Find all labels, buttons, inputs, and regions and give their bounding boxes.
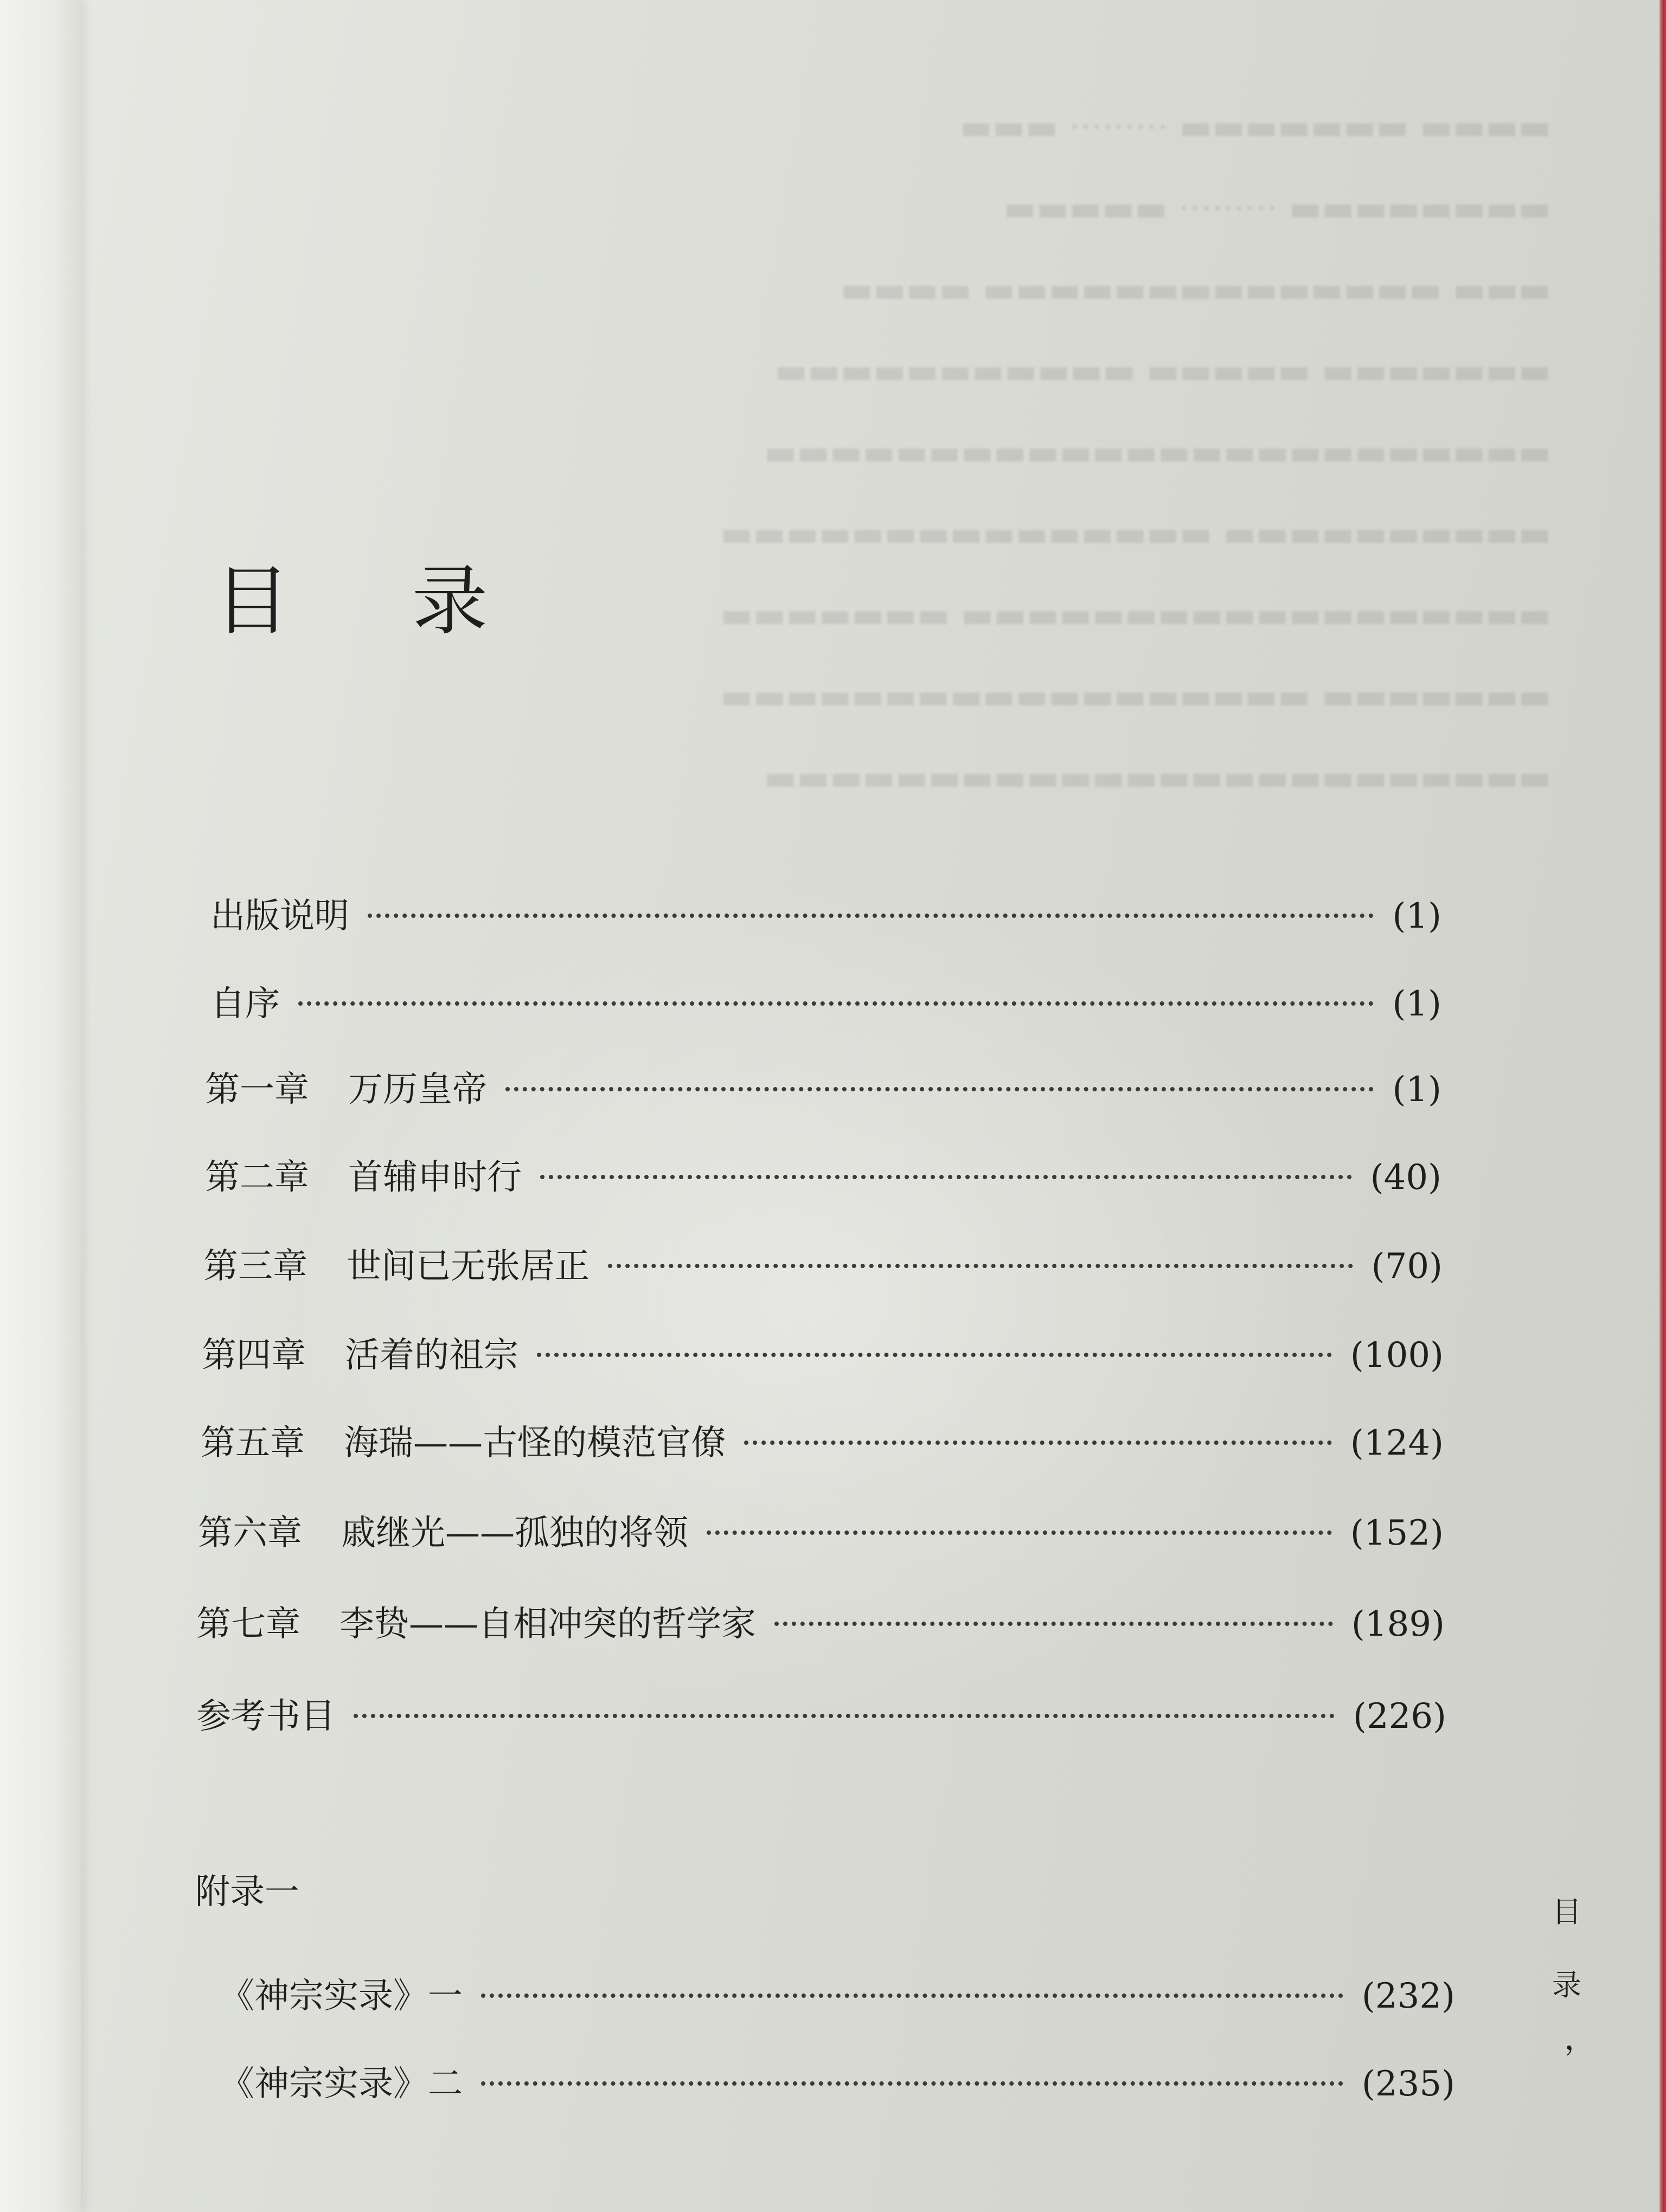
toc-entry-page: (1) bbox=[1392, 1070, 1441, 1110]
chapter-title: 戚继光——孤独的将领 bbox=[341, 1513, 688, 1553]
red-cover-edge bbox=[1659, 0, 1666, 2212]
dot-leader bbox=[481, 2081, 1343, 2086]
appendix-entry[interactable] bbox=[220, 2057, 1455, 2111]
toc-entry-label bbox=[210, 889, 349, 943]
toc-entry[interactable] bbox=[210, 977, 1441, 1031]
dot-leader bbox=[774, 1622, 1333, 1626]
running-header-char: 录 bbox=[1552, 1968, 1581, 2002]
toc-entry-page: (1) bbox=[1392, 896, 1441, 936]
dot-leader bbox=[298, 1001, 1374, 1006]
toc-entry[interactable] bbox=[198, 1506, 1444, 1560]
toc-entry-label bbox=[201, 1416, 726, 1470]
dot-leader bbox=[707, 1531, 1332, 1535]
dot-leader bbox=[481, 1994, 1343, 1998]
toc-entry[interactable] bbox=[196, 1689, 1446, 1744]
toc-entry-name: 出版说明 bbox=[210, 896, 349, 936]
chapter-number: 第一章 bbox=[205, 1070, 309, 1110]
toc-entry[interactable] bbox=[205, 1063, 1441, 1117]
toc-entry-name: 参考书目 bbox=[196, 1696, 335, 1737]
toc-entry-page: (189) bbox=[1351, 1604, 1445, 1644]
bleed-through-text: ▬▬▬▬ ▬▬▬▬▬▬▬ ········· ▬▬▬ ▬▬▬▬▬▬▬▬ ········· ▬▬▬▬▬ ▬▬▬ ▬▬▬▬▬▬▬▬▬▬▬▬▬▬ ▬▬▬▬ ▬▬▬▬▬▬▬ ▬▬▬▬▬ ▬▬▬▬▬▬▬▬▬▬▬ ▬▬▬▬▬▬▬▬▬▬▬▬▬▬▬▬▬▬▬▬▬▬▬▬ ▬▬▬▬▬▬▬▬▬▬ ▬▬▬▬▬▬▬▬▬▬▬▬▬▬▬ ▬▬▬▬▬▬▬▬▬▬▬▬▬▬▬▬▬▬ ▬▬▬▬▬▬▬ ▬▬▬▬▬▬▬ ▬▬▬▬▬▬▬▬▬▬▬▬▬▬▬▬▬▬ ▬▬▬▬▬▬▬▬▬▬▬▬▬▬▬▬▬▬▬▬▬▬▬▬ bbox=[720, 107, 1551, 798]
toc-entry[interactable] bbox=[202, 1328, 1444, 1382]
dot-leader bbox=[540, 1175, 1352, 1179]
chapter-number: 第五章 bbox=[201, 1423, 305, 1463]
toc-entry[interactable] bbox=[196, 1597, 1445, 1651]
toc-entry[interactable] bbox=[205, 1150, 1441, 1205]
chapter-number: 第六章 bbox=[198, 1513, 302, 1553]
toc-entry-label bbox=[205, 1150, 522, 1205]
chapter-title: 世间已无张居正 bbox=[347, 1246, 589, 1287]
toc-entry[interactable] bbox=[210, 889, 1441, 943]
toc-entry-page: (124) bbox=[1350, 1423, 1444, 1463]
toc-entry-label bbox=[203, 1239, 589, 1294]
running-header-char: 目 bbox=[1552, 1895, 1581, 1929]
left-page-edge bbox=[0, 0, 81, 2212]
chapter-title: 万历皇帝 bbox=[348, 1070, 487, 1110]
toc-entry-page: (226) bbox=[1353, 1696, 1446, 1737]
page-title: 目 录 bbox=[214, 557, 537, 646]
toc-entry-page: (40) bbox=[1370, 1158, 1441, 1198]
chapter-number: 第四章 bbox=[202, 1335, 306, 1375]
toc-entry-label bbox=[220, 1969, 463, 2023]
dot-leader bbox=[537, 1353, 1332, 1357]
toc-entry[interactable] bbox=[201, 1416, 1444, 1470]
toc-entry-page: (235) bbox=[1361, 2064, 1455, 2104]
side-mark: ， bbox=[1564, 2020, 1597, 2057]
chapter-number: 第二章 bbox=[205, 1158, 309, 1198]
toc-entry-page: (152) bbox=[1350, 1513, 1444, 1553]
toc-entry-page: (100) bbox=[1350, 1335, 1444, 1375]
appendix-entry-title: 《神宗实录》一 bbox=[220, 1976, 463, 2016]
toc-entry[interactable] bbox=[203, 1239, 1443, 1294]
dot-leader bbox=[608, 1264, 1353, 1268]
toc-entry-page: (70) bbox=[1371, 1246, 1443, 1287]
chapter-title: 首辅申时行 bbox=[348, 1158, 522, 1198]
toc-entry-name: 自序 bbox=[210, 984, 280, 1024]
appendix-entry[interactable] bbox=[220, 1969, 1455, 2023]
chapter-title: 海瑞——古怪的模范官僚 bbox=[344, 1423, 726, 1463]
appendix-entry-title: 《神宗实录》二 bbox=[220, 2064, 463, 2104]
chapter-number: 第七章 bbox=[196, 1604, 300, 1644]
toc-entry-label bbox=[205, 1063, 487, 1117]
appendix-heading: 附录一 bbox=[195, 1872, 299, 1912]
toc-entry-label bbox=[210, 977, 280, 1031]
dot-leader bbox=[354, 1714, 1335, 1718]
toc-entry-label bbox=[198, 1506, 688, 1560]
toc-entry-label bbox=[196, 1597, 756, 1651]
toc-entry-page: (1) bbox=[1392, 984, 1441, 1024]
chapter-number: 第三章 bbox=[203, 1246, 307, 1287]
toc-entry-label bbox=[196, 1689, 335, 1744]
dot-leader bbox=[368, 914, 1374, 918]
chapter-title: 李贽——自相冲突的哲学家 bbox=[339, 1604, 756, 1644]
toc-entry-page: (232) bbox=[1361, 1976, 1455, 2016]
dot-leader bbox=[505, 1087, 1374, 1091]
toc-entry-label bbox=[220, 2057, 463, 2111]
toc-entry-label bbox=[202, 1328, 518, 1382]
dot-leader bbox=[744, 1441, 1332, 1445]
chapter-title: 活着的祖宗 bbox=[345, 1335, 518, 1375]
